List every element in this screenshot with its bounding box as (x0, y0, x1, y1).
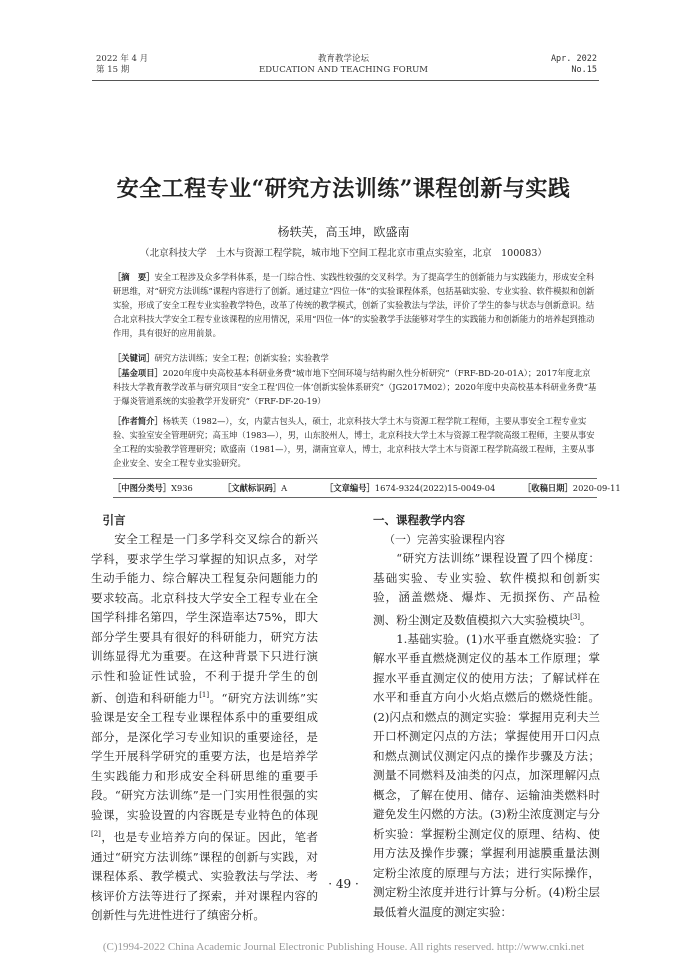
page-number: · 49 · (328, 877, 359, 891)
intro-text-c: ，也是专业培养方向的保证。因此，笔者通过“研究方法训练”课程的创新与实践，对课程体系、教学模式、实验教法与学法、考核评价方法等进行了探索，并对课程内容的创新性与先进性进行了缜密分析。 (91, 830, 318, 923)
article-identifiers (113, 478, 621, 498)
doc-label: ［文献标识码］ (223, 483, 282, 493)
header-issue: 第 15 期 (96, 65, 130, 75)
abstract-label: ［摘 要］ (113, 272, 155, 282)
author-intro-label: ［作者简介］ (113, 416, 163, 426)
article-value: 1674-9324(2022)15-0049-04 (374, 483, 496, 493)
document-code (223, 482, 325, 494)
header-issue-en: No.15 (571, 65, 597, 75)
citation-3: [3] (570, 612, 581, 621)
author-intro-text: 杨轶芙（1982—），女，内蒙古包头人，硕士，北京科技大学土木与资源工程学院工程师，主要从事安全工程专业实验、实验室安全管理研究；高玉坤（1983—），男，山东胶州人，博士，北京科技大学土木与资源工程学院高级工程师，主要从事安全工程的实验教学管理研究；欧盛南（1981—），男，湖南宜章人，博士，北京科技大学土木与资源工程学院高级工程师，主要从事企业安全、安全工程专业实验研究。 (113, 416, 595, 468)
clc-number (113, 482, 223, 494)
header-date-en: Apr. 2022 (550, 54, 597, 64)
keywords-text: 研究方法训练；安全工程；创新实验；实验教学 (154, 353, 329, 363)
running-header-right (551, 54, 597, 76)
citation-2: [2] (91, 830, 101, 839)
article-number (325, 482, 523, 494)
intro-heading: 引言 (102, 513, 126, 527)
clc-value: X936 (171, 483, 193, 493)
section-text-a: “研究方法训练”课程设置了四个梯度：基础实验、专业实验、软件模拟和创新实验，涵盖燃烧、爆炸、无损探伤、产品检测、粉尘测定及数值模拟六大实验模块 (373, 551, 600, 627)
section-heading: 一、课程教学内容 (373, 513, 465, 527)
funding-text: 2020年度中央高校基本科研业务费“城市地下空间环境与结构耐久性分析研究”（FRF-BD-20-01A）；2017年度北京科技大学教育教学改革与研究项目“安全工程‘四位一体’创新实验体系研究”（JG2017M02）；2020年度中央高校基本科研业务费“基于爆炎管道系统的实验教学开发研究”（FRF-DF-20-19） (113, 368, 597, 406)
citation-1: [1] (199, 691, 210, 699)
article-label: ［文章编号］ (325, 483, 375, 493)
date-value: 2020-09-11 (572, 483, 621, 493)
funding-label: ［基金项目］ (113, 368, 163, 378)
section-paragraph-1 (373, 549, 600, 630)
header-divider (92, 80, 599, 81)
funding (113, 366, 597, 408)
copyright-footer: (C)1994-2022 China Academic Journal Electronic Publishing House. All rights reserved. http://www.cnki.net (102, 941, 585, 953)
intro-text-a: 安全工程是一门多学科交叉综合的新兴学科，要求学生学习掌握的知识点多，对学生动手能力、综合解决工程复杂问题能力的要求较高。北京科技大学安全工程专业在全国学科排名第四，学生深造率达75%，即大部分学生要具有很好的科研能力，研究方法训练显得尤为重要。在这种背景下只进行演示性和验证性试验，不利于提升学生的创新、创造和科研能力 (91, 532, 318, 705)
subsection-heading: （一）完善实验课程内容 (384, 533, 505, 546)
doc-value: A (281, 483, 288, 493)
intro-paragraph (91, 530, 318, 926)
right-column (373, 511, 600, 922)
abstract-text: 安全工程涉及众多学科体系，是一门综合性、实践性较强的交叉科学。为了提高学生的创新能力与实践能力，形成安全科研思维，对“研究方法训练”课程内容进行了创新。通过建立“四位一体”的实验课程体系，包括基础实验、专业实验、软件模拟和创新实验，形成了安全工程专业实验教学特色，改革了传统的教学模式，创新了实验教法与学法，评价了学生的参与状态与创新意识。结合北京科技大学安全工程专业该课程的应用情况，采用“四位一体”的实验教学手法能够对学生的实践能力和创新能力的培养起到推动作用，具有很好的应用前景。 (113, 272, 595, 338)
header-date: 2022 年 4 月 (96, 54, 149, 64)
author-affiliation: （北京科技大学 土木与资源工程学院，城市地下空间工程北京市重点实验室，北京 100083） (140, 248, 547, 259)
section-text-b: 。 (580, 612, 592, 627)
journal-name-cn: 教育教学论坛 (317, 54, 369, 64)
author-intro (113, 414, 597, 470)
journal-name-en: EDUCATION AND TEACHING FORUM (259, 65, 428, 75)
section-paragraph-2: 1.基础实验。(1)水平垂直燃烧实验：了解水平垂直燃烧测定仪的基本工作原理；掌握水平垂直测定仪的使用方法；了解试样在水平和垂直方向小火焰点燃后的燃烧性能。(2)闪点和燃点的测定实验：掌握用克利夫兰开口杯测定闪点的方法；掌握使用开口闪点和燃点测试仪测定闪点的操作步骤及方法；测量不同燃料及油类的闪点，加深理解闪点概念，了解在使用、储存、运输油类燃料时避免发生闪燃的方法。(3)粉尘浓度测定与分析实验：掌握粉尘测定仪的原理、结构、使用方法及操作步骤；掌握利用滤膜重量法测定粉尘浓度的原理与方法；进行实际操作，测定粉尘浓度并进行计算与分析。(4)粉尘层最低着火温度的测定实验： (373, 631, 600, 919)
date-label: ［收稿日期］ (523, 483, 573, 493)
article-authors: 杨轶芙，高玉坤，欧盛南 (277, 225, 410, 239)
left-column (91, 511, 318, 926)
intro-text-b: 。“研究方法训练”实验课是安全工程专业课程体系中的重要组成部分，是深化学习专业知识的重要途径，是学生开展科学研究的重要方法，也是培养学生实践能力和形成安全科研思维的重要手段。“研究方法训练”是一门实用性很强的实验课，实验设置的内容既是专业特色的体现 (91, 690, 318, 822)
clc-label: ［中图分类号］ (113, 483, 172, 493)
keywords (113, 351, 597, 365)
article-title: 安全工程专业“研究方法训练”课程创新与实践 (116, 176, 571, 202)
abstract (113, 270, 597, 340)
received-date (523, 482, 621, 494)
keywords-label: ［关键词］ (113, 353, 155, 363)
